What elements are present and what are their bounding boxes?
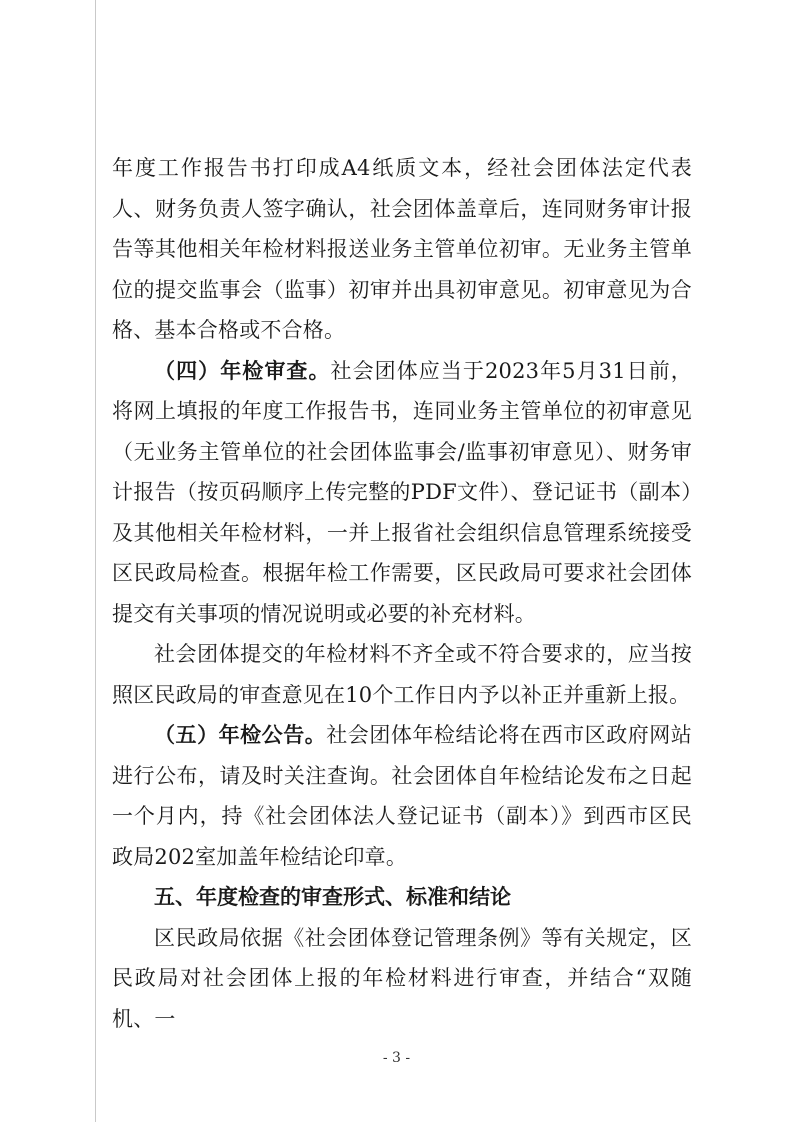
paragraph-text: 社会团体提交的年检材料不齐全或不符合要求的，应当按照区民政局的审查意见在10个工作日内予以补正并重新上报。 [112, 642, 692, 707]
page-number: - 3 - [382, 1050, 411, 1066]
paragraph-supplement [112, 634, 692, 715]
section-heading: 五、年度检查的审查形式、标准和结论 [154, 884, 511, 909]
paragraph-text: 社会团体年检结论将在西市区政府网站进行公布，请及时关注查询。社会团体自年检结论发布之日起一个月内，持《社会团体法人登记证书（副本）》到西市区民政局202室加盖年检结论印章。 [112, 723, 692, 869]
paragraph-annual-review [112, 351, 692, 635]
paragraph-text: 社会团体应当于2023年5月31日前，将网上填报的年度工作报告书，连同业务主管单位的初审意见（无业务主管单位的社会团体监事会/监事初审意见）、财务审计报告（按页码顺序上传完整的PDF文件）、登记证书（副本）及其他相关年检材料，一并上报省社会组织信息管理系统接受区民政局检查。根据年检工作需要，区民政局可要求社会团体提交有关事项的情况说明或必要的补充材料。 [112, 358, 692, 626]
document-body [112, 148, 692, 1039]
subsection-title-annual-review: （四）年检审查。 [154, 357, 331, 383]
scan-edge-line [95, 0, 96, 1122]
paragraph-annual-announcement [112, 715, 692, 877]
paragraph-text: 区民政局依据《社会团体登记管理条例》等有关规定，区民政局对社会团体上报的年检材料进行审查，并结合“双随机、一 [112, 925, 692, 1031]
paragraph-review-basis [112, 918, 692, 1040]
subsection-title-annual-announcement: （五）年检公告。 [154, 722, 327, 747]
paragraph-report-submission [112, 148, 692, 351]
paragraph-text: 年度工作报告书打印成A4纸质文本，经社会团体法定代表人、财务负责人签字确认，社会团体盖章后，连同财务审计报告等其他相关年检材料报送业务主管单位初审。无业务主管单位的提交监事会（监事）初审并出具初审意见。初审意见为合格、基本合格或不合格。 [112, 156, 692, 342]
